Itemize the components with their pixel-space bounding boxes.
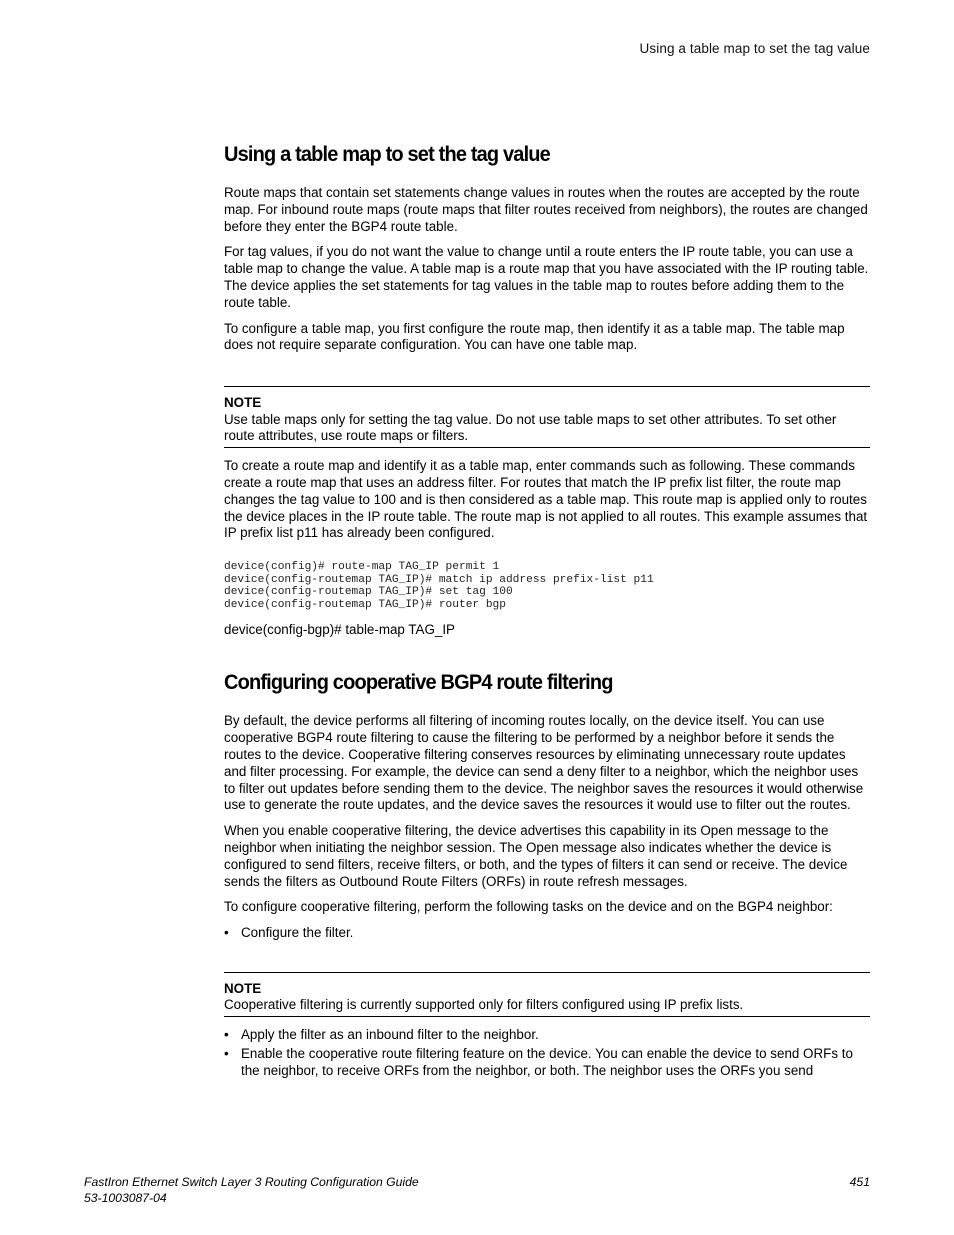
- note-label: NOTE: [224, 395, 262, 411]
- list-item-text: Configure the filter.: [241, 925, 354, 941]
- note-box: [224, 386, 870, 448]
- paragraph: By default, the device performs all filtering of incoming routes locally, on the device itself. You can use cooperative BGP4 route filtering to cause the filtering to be performed by a neighbor before it sends the routes to the device. Cooperative filtering conserves resources by eliminating unnecessary route updates and filter processing. For example, the device can send a deny filter to a neighbor, which the neighbor uses to filter out updates before sending them to the device. The neighbor saves the resources it would otherwise use to generate the route updates, and the device saves the resources it would use to filter out the routes.: [224, 713, 864, 813]
- bullet: •: [224, 1027, 229, 1043]
- paragraph: Route maps that contain set statements change values in routes when the routes are accepted by the route map. For inbound route maps (route maps that filter routes received from neighbors), the routes are changed before they enter the BGP4 route table.: [224, 185, 868, 234]
- paragraph: When you enable cooperative filtering, the device advertises this capability in its Open message to the neighbor when initiating the neighbor session. The Open message also indicates whether the device is configured to send filters, receive filters, or both, and the types of filters it can send or receive. The device sends the filters as Outbound Route Filters (ORFs) in route refresh messages.: [224, 823, 848, 889]
- footer-page-number: 451: [849, 1175, 870, 1189]
- footer-document-info: [84, 1175, 419, 1206]
- note-label: NOTE: [224, 980, 262, 996]
- task-list: [224, 925, 870, 942]
- section-title-table-map: Using a table map to set the tag value: [224, 142, 550, 166]
- list-item: [224, 1046, 870, 1080]
- paragraph: For tag values, if you do not want the value to change until a route enters the IP route table, you can use a table map to change the value. A table map is a route map that you have associated with the IP routing table. The device applies the set statements for tag values in the table map to routes before adding them to the route table.: [224, 244, 869, 310]
- page-content: [224, 140, 870, 1082]
- task-list: [224, 1027, 870, 1079]
- footer-guide-title: FastIron Ethernet Switch Layer 3 Routing Configuration Guide: [84, 1175, 419, 1189]
- code-example: device(config)# route-map TAG_IP permit 1 device(config-routemap TAG_IP)# match ip address prefix-list p11 device(config-routemap TAG_IP)# set tag 100 device(config-routemap TAG_IP)# router bgp: [224, 561, 654, 612]
- note-box: [224, 972, 870, 1017]
- note-text: Cooperative filtering is currently supported only for filters configured using IP prefix lists.: [224, 997, 744, 1013]
- running-header: Using a table map to set the tag value: [639, 41, 870, 56]
- paragraph: To configure a table map, you first configure the route map, then identify it as a table map. The table map does not require separate configuration. You can have one table map.: [224, 320, 845, 353]
- footer-doc-number: 53-1003087-04: [84, 1190, 167, 1205]
- paragraph: To create a route map and identify it as a table map, enter commands such as following. These commands create a route map that uses an address filter. For routes that match the IP prefix list filter, the route map changes the tag value to 100 and is then considered as a table map. This route map is applied only to routes the device places in the IP route table. The route map is not applied to all routes. This example assumes that IP prefix list p11 has already been configured.: [224, 458, 868, 541]
- bullet: •: [224, 1046, 229, 1062]
- code-continuation: device(config-bgp)# table-map TAG_IP: [224, 621, 455, 637]
- list-item-text: Apply the filter as an inbound filter to the neighbor.: [241, 1027, 539, 1043]
- list-item-text: Enable the cooperative route filtering feature on the device. You can enable the device to send ORFs to the neighbor, to receive ORFs from the neighbor, or both. The neighbor uses the ORFs you send: [241, 1046, 853, 1078]
- section-title-cooperative-filtering: Configuring cooperative BGP4 route filtering: [224, 670, 613, 695]
- paragraph: To configure cooperative filtering, perform the following tasks on the device and on the BGP4 neighbor:: [224, 899, 833, 915]
- bullet: •: [224, 925, 229, 941]
- note-text: Use table maps only for setting the tag value. Do not use table maps to set other attributes. To set other route attributes, use route maps or filters.: [224, 411, 837, 444]
- list-item: [224, 1027, 870, 1044]
- list-item: [224, 925, 870, 942]
